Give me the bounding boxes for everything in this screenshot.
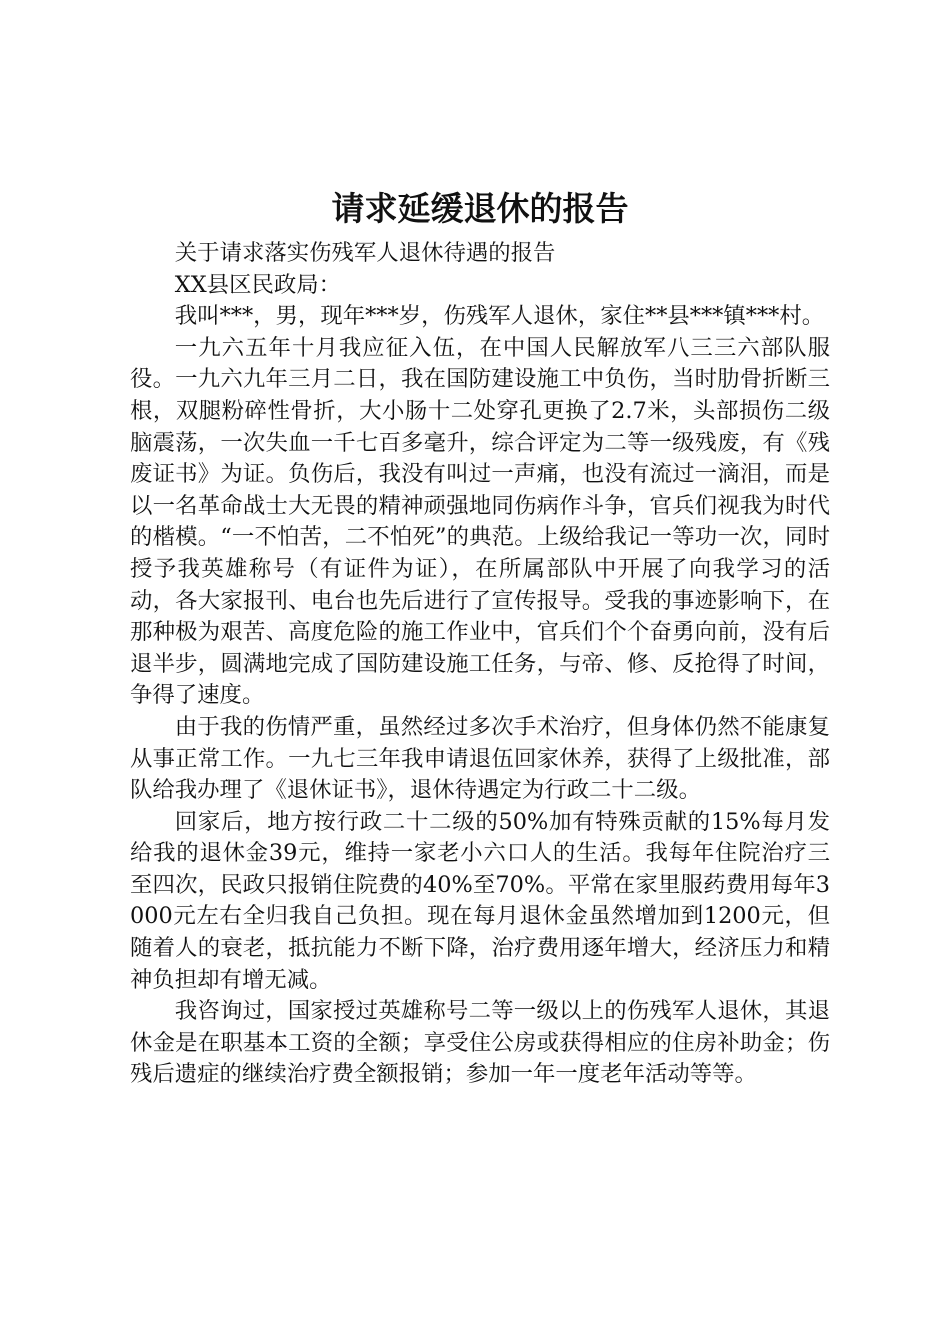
document-page <box>130 186 830 1091</box>
body-paragraph: 我咨询过，国家授过英雄称号二等一级以上的伤残军人退休，其退休金是在职基本工资的全额；享受住公房或获得相应的住房补助金；伤残后遗症的继续治疗费全额报销；参加一年一度老年活动等等。 <box>130 998 830 1088</box>
body-paragraph: 一九六五年十月我应征入伍，在中国人民解放军八三三六部队服役。一九六九年三月二日，我在国防建设施工中负伤，当时肋骨折断三根，双腿粉碎性骨折，大小肠十二处穿孔更换了2.7米，头部损伤二级脑震荡，一次失血一千七百多毫升，综合评定为二等一级残废，有《残废证书》为证。负伤后，我没有叫过一声痛，也没有流过一滴泪，而是以一名革命战士大无畏的精神顽强地同伤病作斗争，官兵们视我为时代的楷模。“一不怕苦，二不怕死”的典范。上级给我记一等功一次，同时授予我英雄称号（有证件为证），在所属部队中开展了向我学习的活动，各大家报刊、电台也先后进行了宣传报导。受我的事迹影响下，在那种极为艰苦、高度危险的施工作业中，官兵们个个奋勇向前，没有后退半步，圆满地完成了国防建设施工任务，与帝、修、反抢得了时间，争得了速度。 <box>130 334 830 709</box>
recipient-line: XX县区民政局： <box>174 271 342 298</box>
body-paragraph: 回家后，地方按行政二十二级的50%加有特殊贡献的15%每月发给我的退休金39元，维持一家老小六口人的生活。我每年住院治疗三至四次，民政只报销住院费的40%至70%。平常在家里服药费用每年3000元左右全归我自己负担。现在每月退休金虽然增加到1200元，但随着人的衰老，抵抗能力不断下降，治疗费用逐年增大，经济压力和精神负担却有增无减。 <box>130 808 830 993</box>
body-paragraph: 我叫***，男，现年***岁，伤残军人退休，家住**县***镇***村。 <box>174 303 825 330</box>
report-subtitle: 关于请求落实伤残军人退休待遇的报告 <box>174 240 556 266</box>
document-title: 请求延缓退休的报告 <box>331 189 629 228</box>
body-paragraph: 由于我的伤情严重，虽然经过多次手术治疗，但身体仍然不能康复从事正常工作。一九七三年我申请退伍回家休养，获得了上级批准，部队给我办理了《退休证书》，退休待遇定为行政二十二级。 <box>130 713 830 804</box>
